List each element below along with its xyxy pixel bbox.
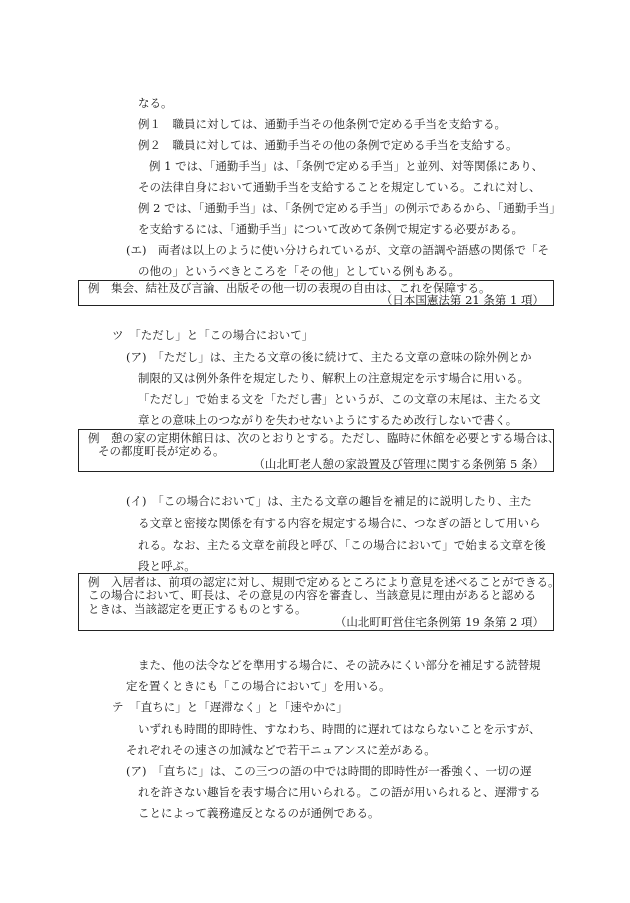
example-box-citation: （山北町老人憩の家設置及び管理に関する条例第 5 条） bbox=[253, 457, 544, 471]
example-box-citation: （山北町町営住宅条例第 19 条第 2 項） bbox=[334, 615, 544, 629]
section-heading-tsu: ツ 「ただし」と「この場合において」 bbox=[112, 328, 314, 342]
text-line: なる。 bbox=[138, 96, 173, 110]
example-box-text: 例 入居者は、前項の認定に対し、規則で定めるところにより意見を述べることができる。 bbox=[88, 575, 560, 589]
text-line: 「ただし」で始まる文を「ただし書」というが、この文章の末尾は、主たる文 bbox=[138, 392, 541, 406]
example-box-text: この場合において、町長は、その意見の内容を審査し、当該意見に理由があると認める bbox=[88, 588, 537, 602]
text-line: また、他の法令などを準用する場合に、その読みにくい部分を補足する読替規 bbox=[138, 658, 541, 672]
example-box-rest-house bbox=[78, 429, 560, 472]
text-line: いずれも時間的即時性、すなわち、時間的に遅れてはならないことを示すが、 bbox=[138, 722, 541, 736]
text-line: それぞれその速さの加減などで若干ニュアンスに差がある。 bbox=[126, 743, 436, 757]
text-line: (イ) 「この場合において」は、主たる文章の趣旨を補足的に説明したり、主た bbox=[126, 494, 532, 508]
text-line: (エ) 両者は以上のように使い分けられているが、文章の語調や語感の関係で「そ bbox=[126, 243, 549, 257]
text-line: 制限的又は例外条件を規定したり、解釈上の注意規定を示す場合に用いる。 bbox=[138, 371, 529, 385]
text-line: (ア) 「ただし」は、主たる文章の後に続けて、主たる文章の意味の除外例とか bbox=[126, 350, 532, 364]
text-line: 例 1 では、「通勤手当」は、「条例で定める手当」と並列、対等関係にあり、 bbox=[149, 159, 544, 173]
section-heading-te: テ 「直ちに」と「遅滞なく」と「速やかに」 bbox=[112, 700, 348, 714]
text-line: ことによって義務違反となるのが通例である。 bbox=[138, 806, 380, 820]
example-box-citation: （日本国憲法第 21 条第 1 項） bbox=[380, 293, 544, 307]
text-line: (ア) 「直ちに」は、この三つの語の中では時間的即時性が一番強く、一切の遅 bbox=[126, 764, 532, 778]
text-line: を支給するには、「通勤手当」について改めて条例で規定する必要がある。 bbox=[138, 222, 524, 236]
text-line: 段と呼ぶ。 bbox=[138, 559, 196, 573]
example-line: 例２ 職員に対しては、通勤手当その他の条例で定める手当を支給する。 bbox=[138, 138, 518, 152]
example-line: 例１ 職員に対しては、通勤手当その他条例で定める手当を支給する。 bbox=[138, 117, 506, 131]
example-box-text: その都度町長が定める。 bbox=[98, 444, 225, 458]
example-box-constitution bbox=[78, 280, 554, 306]
text-line: れを許さない趣旨を表す場合に用いられる。この語が用いられると、遅滞する bbox=[138, 785, 541, 799]
text-line: る文章と密接な関係を有する内容を規定する場合に、つなぎの語として用いら bbox=[138, 516, 541, 530]
example-box-text: 例 集会、結社及び言論、出版その他一切の表現の自由は、これを保障する。 bbox=[88, 281, 491, 295]
text-line: その法律自身において通勤手当を支給することを規定している。これに対し、 bbox=[138, 180, 541, 194]
text-line: れる。なお、主たる文章を前段と呼び、「この場合において」で始まる文章を後 bbox=[138, 538, 546, 552]
text-line: 例 2 では、「通勤手当」は、「条例で定める手当」の例示であるから、「通勤手当」 bbox=[138, 201, 561, 215]
example-box-text: 例 憩の家の定期休館日は、次のとおりとする。ただし、臨時に休館を必要とする場合は、 bbox=[88, 431, 560, 445]
text-line: 定を置くときにも「この場合において」を用いる。 bbox=[126, 679, 391, 693]
text-line: の他の」というべきところを「その他」としている例もある。 bbox=[138, 264, 460, 278]
example-box-housing bbox=[78, 573, 560, 631]
example-box-text: ときは、当該認定を更正するものとする。 bbox=[88, 602, 307, 616]
text-line: 章との意味上のつながりを失わせないようにするため改行しないで書く。 bbox=[138, 413, 518, 427]
